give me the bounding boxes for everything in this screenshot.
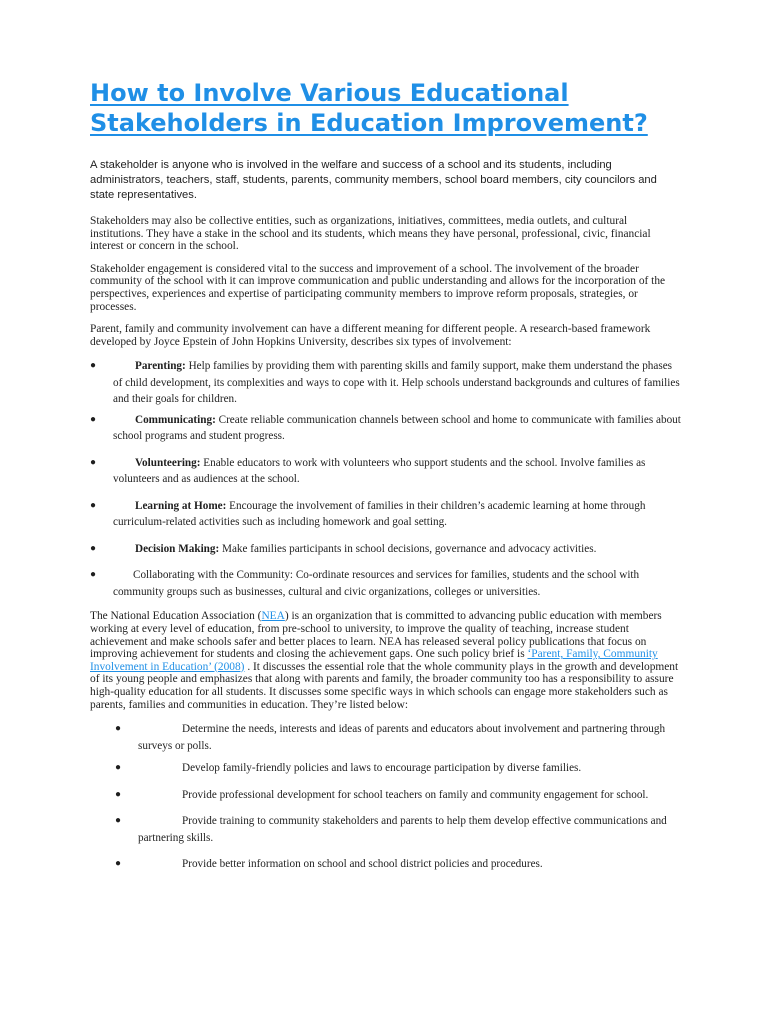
paragraph-stakeholder-engagement: Stakeholder engagement is considered vital to the success and improvement of a school. The involvement of the broader community of the school with it can improve communication and public understanding and allows for the incorporation of the perspectives, experiences and expertise of participating community members to improve reform proposals, strategies, or processes. [90,262,666,313]
bullet-icon: ● [90,499,97,511]
involvement-types-list [90,358,698,600]
nea-text-end: . It discusses the essential role that the whole community plays in the growth and development of its young people and emphasizes that along with parents and family, the broader community too has a responsibility to assure high-quality education for all students. It discusses some specific ways in which schools can engage more stakeholders such as parents, families and communities in education. They’re listed below: [90,660,679,711]
item-text: Provide professional development for school teachers on family and community engagement for school. [182,788,649,801]
list-item-professional-development [90,787,673,804]
item-label: Learning at Home: [135,499,227,512]
list-item-collaborating [90,567,681,600]
intro-paragraph: A stakeholder is anyone who is involved in the welfare and success of a school and its students, including administrators, teachers, staff, students, parents, community members, school board members, city councilors and state representatives. [90,159,657,201]
paragraph-epstein-framework: Parent, family and community involvement can have a different meaning for different people. A research-based framework developed by Joyce Epstein of John Hopkins University, describes six types of involvement: [90,323,651,348]
item-label: Parenting: [135,360,186,373]
nea-link[interactable]: NEA [261,610,285,623]
list-item-decision-making [90,541,681,558]
item-text: Determine the needs, interests and ideas of parents and educators about involvement and partnering through surveys or polls. [138,723,666,752]
list-item-determine-needs [90,721,673,754]
list-item-better-information [90,856,673,873]
list-item-parenting [90,358,681,408]
bullet-icon: ● [90,456,97,468]
item-label: Decision Making: [135,542,220,555]
bullet-icon: ● [115,858,122,870]
item-text: Provide better information on school and school district policies and procedures. [182,858,543,871]
list-item-training [90,813,673,846]
item-text: Encourage the involvement of families in their children’s academic learning at home through curriculum-related activities such as including homework and goal setting. [113,499,646,529]
bullet-icon: ● [115,788,122,800]
page-title: How to Involve Various Educational Stakeholders in Education Improvement? [90,79,648,137]
item-text: Develop family-friendly policies and laws to encourage participation by diverse families. [182,762,582,775]
nea-text-middle: ) is an organization that is committed to advancing public education with members working at every level of education, from pre-school to university, to improve the quality of teaching, increase student achievement and make schools safer and better places to learn. NEA has released several policy publications that focus on improving achievement for students and closing the achievement gaps. One such policy brief is [90,610,662,661]
list-item-communicating [90,412,681,445]
paragraph-nea [90,610,680,711]
item-text: Create reliable communication channels between school and home to communicate with families about school programs and student progress. [113,413,681,443]
recommendations-list [90,721,698,873]
bullet-icon: ● [90,413,97,425]
bullet-icon: ● [115,815,122,827]
item-text: Collaborating with the Community: Co-ordinate resources and services for families, students and the school with community groups such as businesses, cultural and civic organizations, colleges or universities. [113,569,640,598]
list-item-volunteering [90,455,681,488]
bullet-icon: ● [90,360,97,372]
item-text: Enable educators to work with volunteers who support students and the school. Involve families as volunteers and as audiences at the school. [113,456,646,486]
item-text: Make families participants in school decisions, governance and advocacy activities. [219,542,597,555]
bullet-icon: ● [90,542,97,554]
policy-brief-link[interactable]: ‘Parent, Family, Community Involvement in Education’ (2008) [90,648,658,673]
paragraph-stakeholder-entities: Stakeholders may also be collective entities, such as organizations, initiatives, committees, media outlets, and cultural institutions. They have a stake in the school and its students, which means they have personal, professional, civic, financial interest or concern in the school. [90,215,651,253]
bullet-icon: ● [115,762,122,774]
list-item-learning-at-home [90,498,681,531]
item-text: Provide training to community stakeholders and parents to help them develop effective communications and partnering skills. [138,815,667,844]
item-label: Communicating: [135,413,216,426]
nea-text-start: The National Education Association ( [90,610,262,623]
list-item-family-policies [90,760,673,777]
bullet-icon: ● [115,723,122,735]
item-text: Help families by providing them with parenting skills and family support, make them understand the phases of child development, its complexities and ways to cope with it. Help schools understand backgrounds and cultures of families and their goals for children. [113,360,680,406]
bullet-icon: ● [90,569,97,581]
item-label: Volunteering: [135,456,201,469]
